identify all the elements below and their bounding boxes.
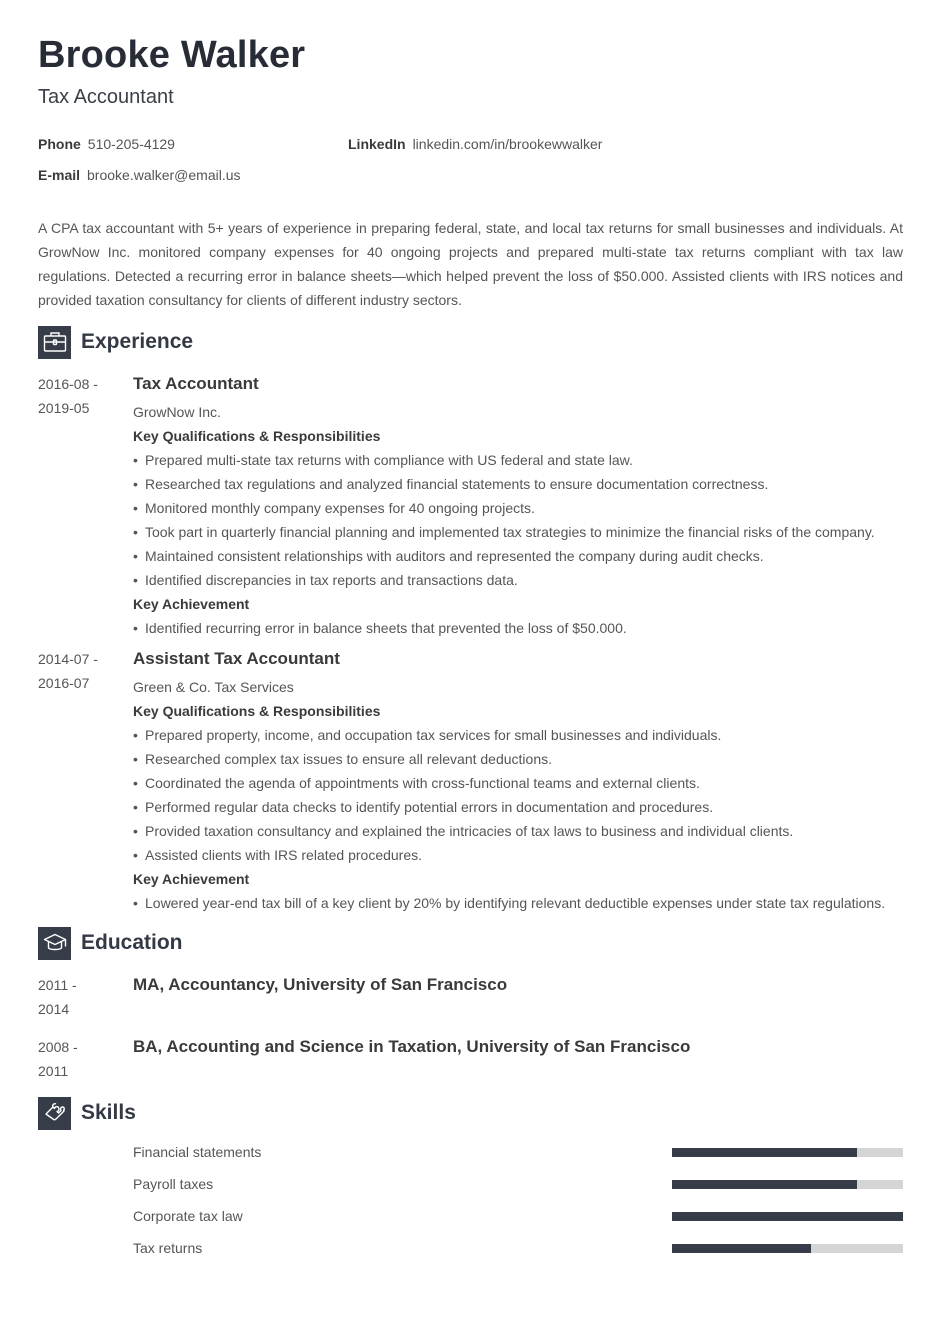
skill-level-fill xyxy=(672,1244,811,1253)
date-end: 2016-07 xyxy=(38,675,90,691)
responsibility-item: • Provided taxation consultancy and explained the intricacies of tax laws to business and individual clients. xyxy=(133,823,794,839)
date-end: 2019-05 xyxy=(38,400,90,416)
skill-name: Financial statements xyxy=(133,1144,262,1160)
skill-level-fill xyxy=(672,1180,857,1189)
job-dates xyxy=(38,372,118,420)
email-label: E-mail xyxy=(38,167,81,183)
education-dates xyxy=(38,1035,118,1083)
skills-heading: Skills xyxy=(81,1101,136,1124)
contact-linkedin xyxy=(348,136,602,152)
candidate-name: Brooke Walker xyxy=(38,34,306,76)
date-end: 2011 xyxy=(38,1063,69,1079)
contact-phone xyxy=(38,136,175,152)
job-title: Tax Accountant xyxy=(133,374,259,393)
skill-level-bar xyxy=(672,1180,903,1189)
skill-name: Payroll taxes xyxy=(133,1176,214,1192)
education-heading: Education xyxy=(81,931,183,954)
skill-level-bar xyxy=(672,1244,903,1253)
date-start: 2011 - xyxy=(38,977,77,993)
responsibilities-heading: Key Qualifications & Responsibilities xyxy=(133,703,381,719)
responsibility-item: • Identified discrepancies in tax reports and transactions data. xyxy=(133,572,518,588)
skills-section-header xyxy=(38,1096,136,1130)
responsibility-item: • Took part in quarterly financial planning and implemented tax strategies to minimize the financial risks of the company. xyxy=(133,524,875,540)
date-start: 2014-07 - xyxy=(38,651,98,667)
achievement-item: • Lowered year-end tax bill of a key client by 20% by identifying relevant deductible expenses under state tax regulations. xyxy=(133,895,886,911)
email-value[interactable]: brooke.walker@email.us xyxy=(87,167,241,183)
skill-name: Tax returns xyxy=(133,1240,203,1256)
achievement-heading: Key Achievement xyxy=(133,596,250,612)
profile-summary: A CPA tax accountant with 5+ years of experience in preparing federal, state, and local tax returns for small businesses and individuals. At GrowNow Inc. monitored company expenses for 40 ongoing projects and prepared multi-state tax returns compliant with tax law regulations. Detected a recurring error in balance sheets—which helped prevent the loss of $50.000. Assisted clients with IRS notices and provided taxation consultancy for clients of different industry sectors. xyxy=(38,220,903,308)
date-start: 2016-08 - xyxy=(38,376,98,392)
responsibility-item: • Monitored monthly company expenses for 40 ongoing projects. xyxy=(133,500,535,516)
achievement-heading: Key Achievement xyxy=(133,871,250,887)
skill-name: Corporate tax law xyxy=(133,1208,243,1224)
skill-level-bar xyxy=(672,1148,903,1157)
linkedin-value[interactable]: linkedin.com/in/brookewwalker xyxy=(412,136,603,152)
degree-title: BA, Accounting and Science in Taxation, University of San Francisco xyxy=(133,1037,691,1056)
responsibility-item: • Researched complex tax issues to ensure all relevant deductions. xyxy=(133,751,552,767)
skill-item xyxy=(133,1174,903,1194)
responsibility-item: • Maintained consistent relationships with auditors and represented the company during audit checks. xyxy=(133,548,764,564)
phone-value: 510-205-4129 xyxy=(87,136,175,152)
responsibility-item: • Researched tax regulations and analyzed financial statements to ensure documentation correctness. xyxy=(133,476,769,492)
experience-heading: Experience xyxy=(81,330,194,353)
skill-level-fill xyxy=(672,1212,903,1221)
education-dates xyxy=(38,973,118,1021)
company-name: GrowNow Inc. xyxy=(133,404,221,420)
job-title: Assistant Tax Accountant xyxy=(133,649,340,668)
briefcase-icon xyxy=(38,326,71,359)
date-start: 2008 - xyxy=(38,1039,78,1055)
achievement-item: • Identified recurring error in balance sheets that prevented the loss of $50.000. xyxy=(133,620,627,636)
skill-item xyxy=(133,1206,903,1226)
responsibilities-heading: Key Qualifications & Responsibilities xyxy=(133,428,381,444)
phone-label: Phone xyxy=(38,136,81,152)
puzzle-piece-icon xyxy=(38,1097,71,1130)
skill-level-bar xyxy=(672,1212,903,1221)
skill-item xyxy=(133,1142,903,1162)
responsibility-item: • Coordinated the agenda of appointments with cross-functional teams and external clients. xyxy=(133,775,700,791)
job-dates xyxy=(38,647,118,695)
linkedin-label: LinkedIn xyxy=(348,136,406,152)
responsibility-item: • Performed regular data checks to identify potential errors in documentation and procedures. xyxy=(133,799,714,815)
graduation-cap-icon xyxy=(38,927,71,960)
candidate-title: Tax Accountant xyxy=(38,86,174,108)
responsibility-item: • Prepared multi-state tax returns with compliance with US federal and state law. xyxy=(133,452,633,468)
date-end: 2014 xyxy=(38,1001,70,1017)
skill-level-fill xyxy=(672,1148,857,1157)
education-section-header xyxy=(38,926,183,960)
contact-email xyxy=(38,167,241,183)
degree-title: MA, Accountancy, University of San Francisco xyxy=(133,975,508,994)
company-name: Green & Co. Tax Services xyxy=(133,679,294,695)
responsibility-item: • Prepared property, income, and occupation tax services for small businesses and individuals. xyxy=(133,727,722,743)
skill-item xyxy=(133,1238,903,1258)
responsibility-item: • Assisted clients with IRS related procedures. xyxy=(133,847,423,863)
experience-section-header xyxy=(38,325,193,359)
